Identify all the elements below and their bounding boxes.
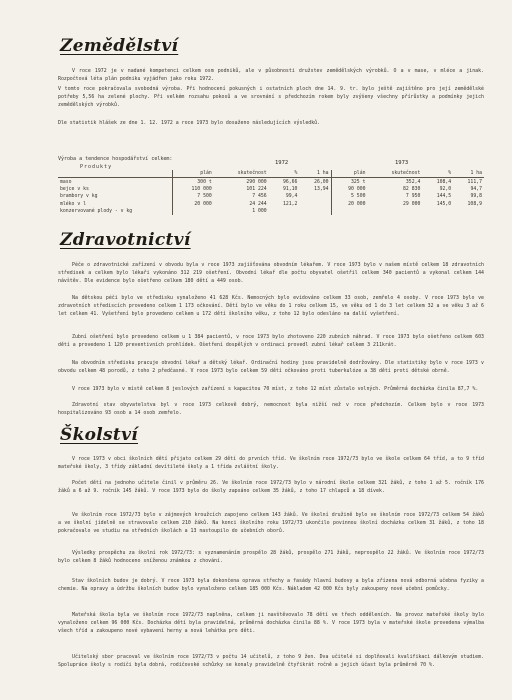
table-cell: 144,5: [436, 194, 452, 200]
schools-paragraph-2: Počet dětí na jednoho učitele činil v průměru 26. Ve školním roce 1972/73 bylo v národní škole celkem 321 žáků, z toho 1 až 5. ročník 176 žáků a 6 až 9. ročník 145 žáků. V roce 1973 bylo do školy zapsáno celkem 35 žáků, z toho 17 chlapců a 18 dívek.: [58, 480, 484, 494]
table-row: [58, 178, 484, 186]
table-row: [58, 208, 484, 215]
table-cell: 325 t: [331, 178, 367, 186]
table-row: [58, 201, 484, 208]
table-cell: bejce v ks: [60, 186, 89, 192]
table-cell: [299, 208, 331, 215]
table-cell: 290 000: [246, 179, 267, 185]
table-cell: 110 000: [173, 186, 214, 193]
table-cell: 82 830: [403, 186, 421, 192]
table-cell: 7 500: [173, 193, 214, 200]
table-cell: 26,00: [314, 179, 329, 185]
table-header-cell: plán: [173, 170, 214, 178]
agriculture-paragraph-3: Dle statistik hlášek ze dne 1. 12. 1972 a roce 1973 bylo dosaženo následujících výsledků.: [58, 120, 321, 126]
table-header-cell: [58, 170, 173, 178]
table-cell: 5 500: [331, 193, 367, 200]
table-row: [58, 193, 484, 200]
table-cell: brambory v kg: [60, 194, 98, 200]
schools-paragraph-6: Mateřská škola byla ve školním roce 1972/73 naplněna, celkem ji navštěvovalo 78 dětí ve třech odděleních. Na provoz mateřské školy bylo vynaloženo celkem 96 000 Kčs. Docházka dětí byla pravidelná, průměrná docházka činila 88 %. V roce 1973 byla v mateřské škole provedena výmalba všech tříd a zakoupeno nové vybavení herny a nová lehátka pro děti.: [58, 612, 484, 634]
agriculture-paragraph-1: V roce 1972 je v nadané kompetenci celkem osm podniků, ale v působnosti družstev zemědělských výrobků. O a v mase, v mléce a jinak. Rozpočtová léta plán podniku vyjádřen jako roku 1972.: [58, 68, 484, 82]
schools-paragraph-1: V roce 1973 v obci školních dětí přijato celkem 29 dětí do prvních tříd. Ve školním roce 1972/73 bylo ve škole celkem 64 tříd, a to 9 tříd mateřské školy, 3 třídy základní devítileté školy a 1 třída zvláštní školy.: [58, 456, 484, 470]
table-cell: 24 244: [249, 201, 267, 207]
schools-paragraph-5: Stav školních budov je dobrý. V roce 1973 byla dokončena oprava střechy a fasády hlavní budovy a byla zřízena nová odborná učebna fyziky a chemie. Na opravy a údržbu školních budov bylo vynaloženo celkem 185 000 Kčs. Nákladem 42 000 Kčs byly zakoupeny nové učební pomůcky.: [58, 578, 484, 592]
table-cell: [299, 193, 331, 200]
section-heading-schools: Školství: [60, 425, 139, 445]
table-header-cell: plán: [331, 170, 367, 178]
table-cell: [299, 201, 331, 208]
table-cell: 1 000: [252, 209, 267, 215]
schools-paragraph-4: Výsledky prospěchu za školní rok 1972/73: s vyznamenáním prospělo 28 žáků, prospělo 271 žáků, neprospělo 22 žáků. Ve školním roce 1972/73 bylo celkem 8 žáků hodnoceno sníženou známkou z chování.: [58, 550, 484, 564]
table-cell: 90 000: [331, 186, 367, 193]
table-cell: 7 950: [405, 194, 421, 200]
table-year-1973: 1973: [395, 160, 409, 166]
table-cell: 94,7: [470, 186, 482, 192]
table-cell: 108,4: [436, 179, 452, 185]
table-cell: 96,66: [282, 179, 298, 185]
table-cell: [422, 208, 453, 215]
table-cell: 111,7: [467, 179, 482, 185]
table-cell: [453, 208, 484, 215]
production-table: [58, 170, 484, 215]
table-header-cell: 1 ha: [453, 170, 484, 178]
table-header-cell: skutečnost: [367, 170, 422, 178]
table-header-cell: 1 ha: [299, 170, 331, 178]
table-cell: 99,4: [285, 194, 298, 200]
table-subtitle: Produkty: [80, 164, 113, 170]
table-cell: 91,10: [282, 186, 298, 192]
table-title: Výroba a tendence hospodářství celkem:: [58, 156, 173, 162]
agriculture-paragraph-2: V tomto roce pokračovala svobodná výroba. Při hodnocení pokusných i ostatních ploch dne 14. 9. tr. bylo ještě zajištěno pro její zemědělské potřeby 5,56 ha zelené plochy. Při velkém rozsahu pokosů a ve srovnání s předchozím rokem byly zvýšeny všechny přírůstky a podmínky jejich zemědělských výrobků.: [58, 86, 484, 108]
table-cell: 108,9: [467, 201, 482, 207]
table-row: [58, 186, 484, 193]
health-paragraph-6: Zdravotní stav obyvatelstva byl v roce 1973 celkově dobrý, nemocnost byla nižší než v roce předchozím. Celkem bylo v roce 1973 hospitalizováno 93 osob a 14 osob zemřelo.: [58, 402, 484, 416]
table-cell: 121,2: [282, 201, 298, 207]
health-paragraph-5: V roce 1973 bylo v místě celkem 8 jeslových zařízení s kapacitou 70 míst, z toho 12 míst zůstalo volných. Průměrná docházka činila 87,7 %.: [72, 386, 479, 392]
section-heading-agriculture: Zemědělství: [60, 36, 179, 56]
table-cell: 99,8: [470, 194, 482, 200]
table-year-1972: 1972: [275, 160, 289, 166]
table-cell: 300 t: [173, 178, 214, 186]
schools-paragraph-3: Ve školním roce 1972/73 bylo v zájmových kroužcích zapojeno celkem 143 žáků. Ve školní družině bylo ve školním roce 1972/73 celkem 54 žáků a ve školní jídelně se stravovalo celkem 210 žáků. Na konci školního roku 1972/73 ukončilo povinnou školní docházku celkem 31 žáků, z toho 18 pokračovalo ve studiu na středních školách a 13 nastoupilo do učebních oborů.: [58, 512, 484, 534]
table-cell: maso: [60, 179, 72, 185]
table-cell: konzervované plody - v kg: [60, 209, 133, 215]
health-paragraph-1: Péče o zdravotnické zařízení v obvodu byla v roce 1973 zajišťována obvodním lékařem. V roce 1973 bylo v našem místě celkem 18 zdravotních středisek a celkem bylo lékaři vykonáno 312 219 ošetření. Obvodní lékař dle počtu obyvatel ošetřil celkem 340 pacientů a vykonal celkem 144 návštěv. Dle evidence bylo ošetřeno celkem 180 dětí a 449 osob.: [58, 262, 484, 284]
health-paragraph-4: Na obvodním středisku pracuje obvodní lékař a dětský lékař. Ordinační hodiny jsou pravidelně dodržovány. Dle statistiky bylo v roce 1973 v obvodu celkem 48 porodů, z toho 2 předčasné. V roce 1973 bylo celkem 59 dětí očkováno proti tuberkulóze a 38 dětí proti dětské obrně.: [58, 360, 484, 374]
table-cell: [331, 208, 367, 215]
table-cell: [367, 208, 422, 215]
table-cell: 20 000: [331, 201, 367, 208]
table-cell: 101 224: [246, 186, 267, 192]
table-cell: 20 000: [173, 201, 214, 208]
table-cell: 7 456: [252, 194, 267, 200]
table-cell: [269, 208, 300, 215]
section-heading-health: Zdravotnictví: [60, 230, 191, 250]
table-cell: 29 000: [403, 201, 421, 207]
table-cell: 92,0: [439, 186, 452, 192]
health-paragraph-3: Zubní ošetření bylo provedeno celkem u 1 384 pacientů, v roce 1973 bylo zhotoveno 220 zubních náhrad. V roce 1973 bylo ošetřeno celkem 603 dětí a provedeno 1 120 preventivních prohlídek. Ošetření dospělých v ordinaci provedl zubní lékař celkem 3 211krát.: [58, 334, 484, 348]
table-header-cell: %: [269, 170, 300, 178]
table-header-cell: skutečnost: [214, 170, 269, 178]
table-cell: 13,94: [314, 186, 329, 192]
table-cell: 352,4: [405, 179, 421, 185]
table-header-cell: %: [422, 170, 453, 178]
table-cell: [173, 208, 214, 215]
table-header-row: [58, 170, 484, 178]
health-paragraph-2: Na dětskou péči bylo ve středisku vynaloženo 41 628 Kčs. Nemocných bylo evidováno celkem 33 osob, zemřelo 4 osoby. V roce 1973 bylo ve zdravotních střediscích provedeno celkem 1 173 očkování. Dětí bylo ve věku do 1 roku celkem 15, ve věku od 1 do 3 let celkem 32 a ve věku 3 až 6 let celkem 41. Vyšetření bylo provedeno celkem u 172 dětí školního věku, z toho 12 bylo odesláno na další vyšetření.: [58, 295, 484, 317]
table-cell: mléko v l: [60, 201, 86, 207]
schools-paragraph-7: Učitelský sbor pracoval ve školním roce 1972/73 v počtu 14 učitelů, z toho 9 žen. Dva učitelé si doplňovali kvalifikaci dálkovým studiem. Spolupráce školy s rodiči byla dobrá, rodičovské schůzky se konaly pravidelně čtyřikrát ročně a jejich účast byla průměrně 70 %.: [58, 654, 484, 668]
table-cell: 145,0: [436, 201, 452, 207]
